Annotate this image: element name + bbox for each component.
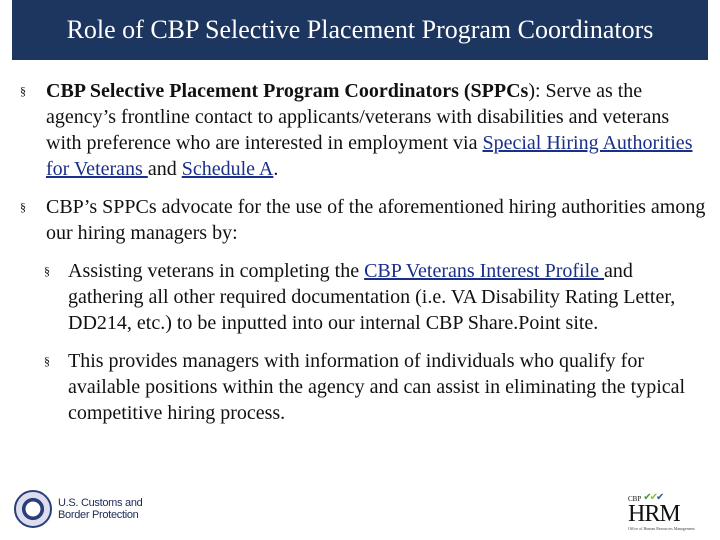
bullet-text: Assisting veterans in completing the	[68, 260, 365, 282]
bullet-marker: §	[20, 200, 26, 214]
bullet-text: and gathering all other required documentation (i.e. VA Disability Rating Letter, DD214, etc.) to be inputted into our internal CBP Share.Point site.	[68, 260, 676, 334]
cbp-logo-line2: Border Protection	[58, 509, 139, 521]
hrm-logo-subtitle: Office of Human Resources Management	[628, 526, 695, 531]
checkmarks-icon: ✔✔✔	[643, 492, 663, 503]
bullet-text: CBP’s SPPCs advocate for the use of the aforementioned hiring authorities among our hiring managers by:	[46, 196, 706, 244]
slide-body	[20, 78, 708, 438]
bullet-text: .	[273, 158, 279, 180]
bullet-text: and	[147, 158, 182, 180]
bullet-marker: §	[20, 84, 26, 98]
bullet-sppc-role	[20, 78, 708, 182]
slide-title: Role of CBP Selective Placement Program Coordinators	[66, 15, 654, 44]
bullet-text: ): Serve as the agency’s frontline contact to applicants/veterans with disabilities and veterans with preference who are interested in employment via	[46, 80, 670, 154]
hrm-logo-text: HRM	[628, 501, 680, 527]
dhs-seal-icon	[14, 490, 52, 528]
subbullet-assisting	[44, 258, 708, 336]
bullet-marker: §	[44, 264, 50, 278]
bullet-advocate	[20, 194, 708, 246]
cbp-logo-line1: U.S. Customs and	[58, 497, 143, 509]
hrm-logo-cbp: CBP	[628, 495, 642, 503]
link-veterans-interest-profile[interactable]: CBP Veterans Interest Profile	[364, 260, 605, 282]
link-special-hiring-authorities[interactable]: Special Hiring Authorities for Veterans	[46, 132, 693, 180]
link-schedule-a[interactable]: Schedule A	[181, 158, 274, 180]
subbullet-provides	[44, 348, 708, 426]
title-bar	[12, 0, 708, 60]
bullet-text: This provides managers with information of individuals who qualify for available positions within the agency and can assist in eliminating the typical competitive hiring process.	[68, 350, 686, 424]
bullet-bold-term: CBP Selective Placement Program Coordinators (SPPCs	[46, 80, 529, 102]
bullet-marker: §	[44, 354, 50, 368]
hrm-logo	[628, 492, 700, 531]
cbp-logo	[14, 490, 142, 528]
